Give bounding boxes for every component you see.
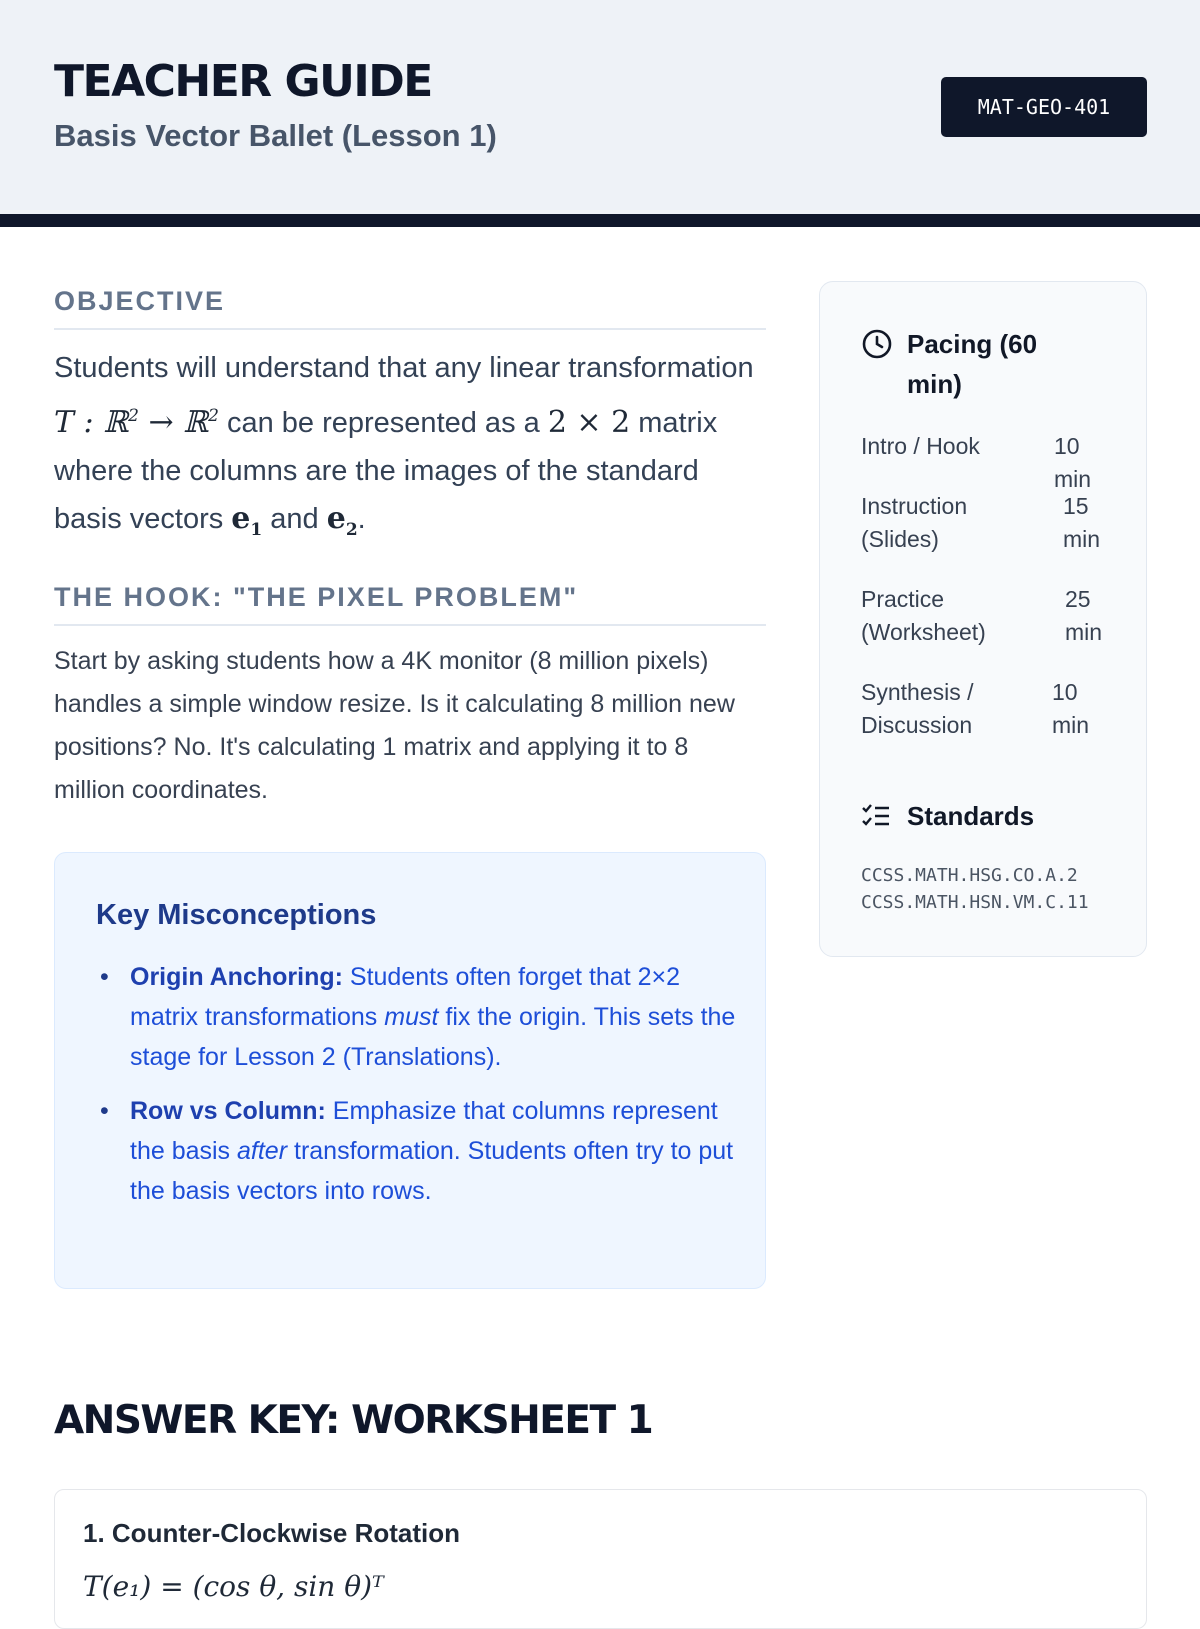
- checklist-icon: [861, 796, 893, 836]
- lesson-subtitle: Basis Vector Ballet (Lesson 1): [54, 118, 497, 153]
- misconceptions-title: Key Misconceptions: [96, 899, 377, 931]
- list-item: • Row vs Column: Emphasize that columns represent the basis after transformation. Students often try to put the basis vectors into rows.: [100, 1097, 734, 1205]
- header-divider-bar: [0, 214, 1200, 227]
- question-title: 1. Counter-Clockwise Rotation: [83, 1518, 461, 1548]
- pacing-row: Instruction (Slides) 15 min: [861, 493, 1101, 552]
- document-title: TEACHER GUIDE: [54, 56, 432, 107]
- misconceptions-callout: [54, 852, 766, 1289]
- pacing-row: Practice (Worksheet) 25 min: [861, 586, 1103, 645]
- standards-list: [861, 862, 1089, 916]
- question-formula: T(e₁) = (cos θ, sin θ)ᵀ: [83, 1570, 384, 1603]
- standard-code: CCSS.MATH.HSG.CO.A.2: [861, 865, 1078, 886]
- hook-heading: THE HOOK: "THE PIXEL PROBLEM": [54, 580, 766, 626]
- answer-card: [54, 1489, 1147, 1629]
- clock-icon: [861, 324, 893, 364]
- objective-heading: OBJECTIVE: [54, 284, 766, 330]
- hook-text: Start by asking students how a 4K monitor (8 million pixels) handles a simple window resize. Is it calculating 8 million new positions? No. It's calculating 1 matrix and applying it to 8 million coordinates.: [54, 647, 735, 804]
- standards-heading: Standards: [861, 796, 1034, 836]
- list-item: • Origin Anchoring: Students often forget that 2×2 matrix transformations must fix the origin. This sets the stage for Lesson 2 (Translations).: [100, 963, 736, 1071]
- pacing-row: Intro / Hook 10 min: [861, 433, 1092, 492]
- standard-code: CCSS.MATH.HSN.VM.C.11: [861, 892, 1089, 913]
- pacing-row: Synthesis / Discussion 10 min: [861, 679, 1090, 738]
- pacing-standards-card: [819, 281, 1147, 957]
- objective-text: Students will understand that any linear transformation T : ℝ$^2$ → ℝ$^2$ can be represented as a 2 × 2 matrix where the columns are the images of the standard basis vectors $e_1$ and $e_2$.: [54, 352, 754, 540]
- answer-key-title: ANSWER KEY: WORKSHEET 1: [54, 1398, 653, 1443]
- pacing-heading: Pacing (60 min): [861, 324, 1111, 404]
- misconceptions-list: [96, 957, 736, 1225]
- course-code-badge: MAT-GEO-401: [941, 77, 1147, 137]
